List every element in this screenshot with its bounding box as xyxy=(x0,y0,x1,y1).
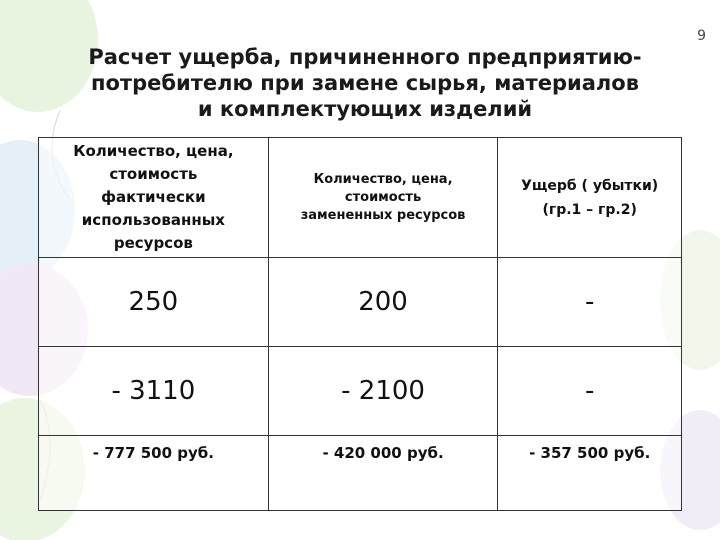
table-cell: - 2100 xyxy=(268,347,498,436)
title-line-3: и комплектующих изделий xyxy=(197,97,533,121)
header-text: ресурсов xyxy=(113,234,193,252)
table-cell: 250 xyxy=(39,258,269,347)
table-cell: 200 xyxy=(268,258,498,347)
page-number: 9 xyxy=(697,28,706,44)
header-text: стоимость xyxy=(109,165,198,183)
header-text: Количество, цена, xyxy=(73,142,234,160)
title-line-2: потребителю при замене сырья, материалов xyxy=(91,71,639,95)
header-actual-resources xyxy=(39,138,269,258)
title-line-1: Расчет ущерба, причиненного предприятию- xyxy=(88,45,642,69)
header-replaced-resources xyxy=(268,138,498,258)
damage-table xyxy=(38,137,682,511)
header-text: фактически xyxy=(101,188,206,206)
header-damage xyxy=(498,138,682,258)
header-text: (гр.1 – гр.2) xyxy=(542,201,637,218)
table-cell: - 3110 xyxy=(39,347,269,436)
table-cell: - 420 000 руб. xyxy=(268,436,498,511)
header-text: стоимость xyxy=(344,189,422,205)
header-text: замененных ресурсов xyxy=(300,207,466,223)
table-row xyxy=(39,347,682,436)
table-cell: - 357 500 руб. xyxy=(498,436,682,511)
table-cell: - 777 500 руб. xyxy=(39,436,269,511)
table-header-row xyxy=(39,138,682,258)
page-title xyxy=(20,44,710,122)
table-cell: - xyxy=(498,258,682,347)
header-text: использованных xyxy=(81,211,225,229)
header-text: Количество, цена, xyxy=(313,171,453,187)
table-cell: - xyxy=(498,347,682,436)
table-row xyxy=(39,436,682,511)
table-row xyxy=(39,258,682,347)
header-text: Ущерб ( убытки) xyxy=(521,177,659,194)
